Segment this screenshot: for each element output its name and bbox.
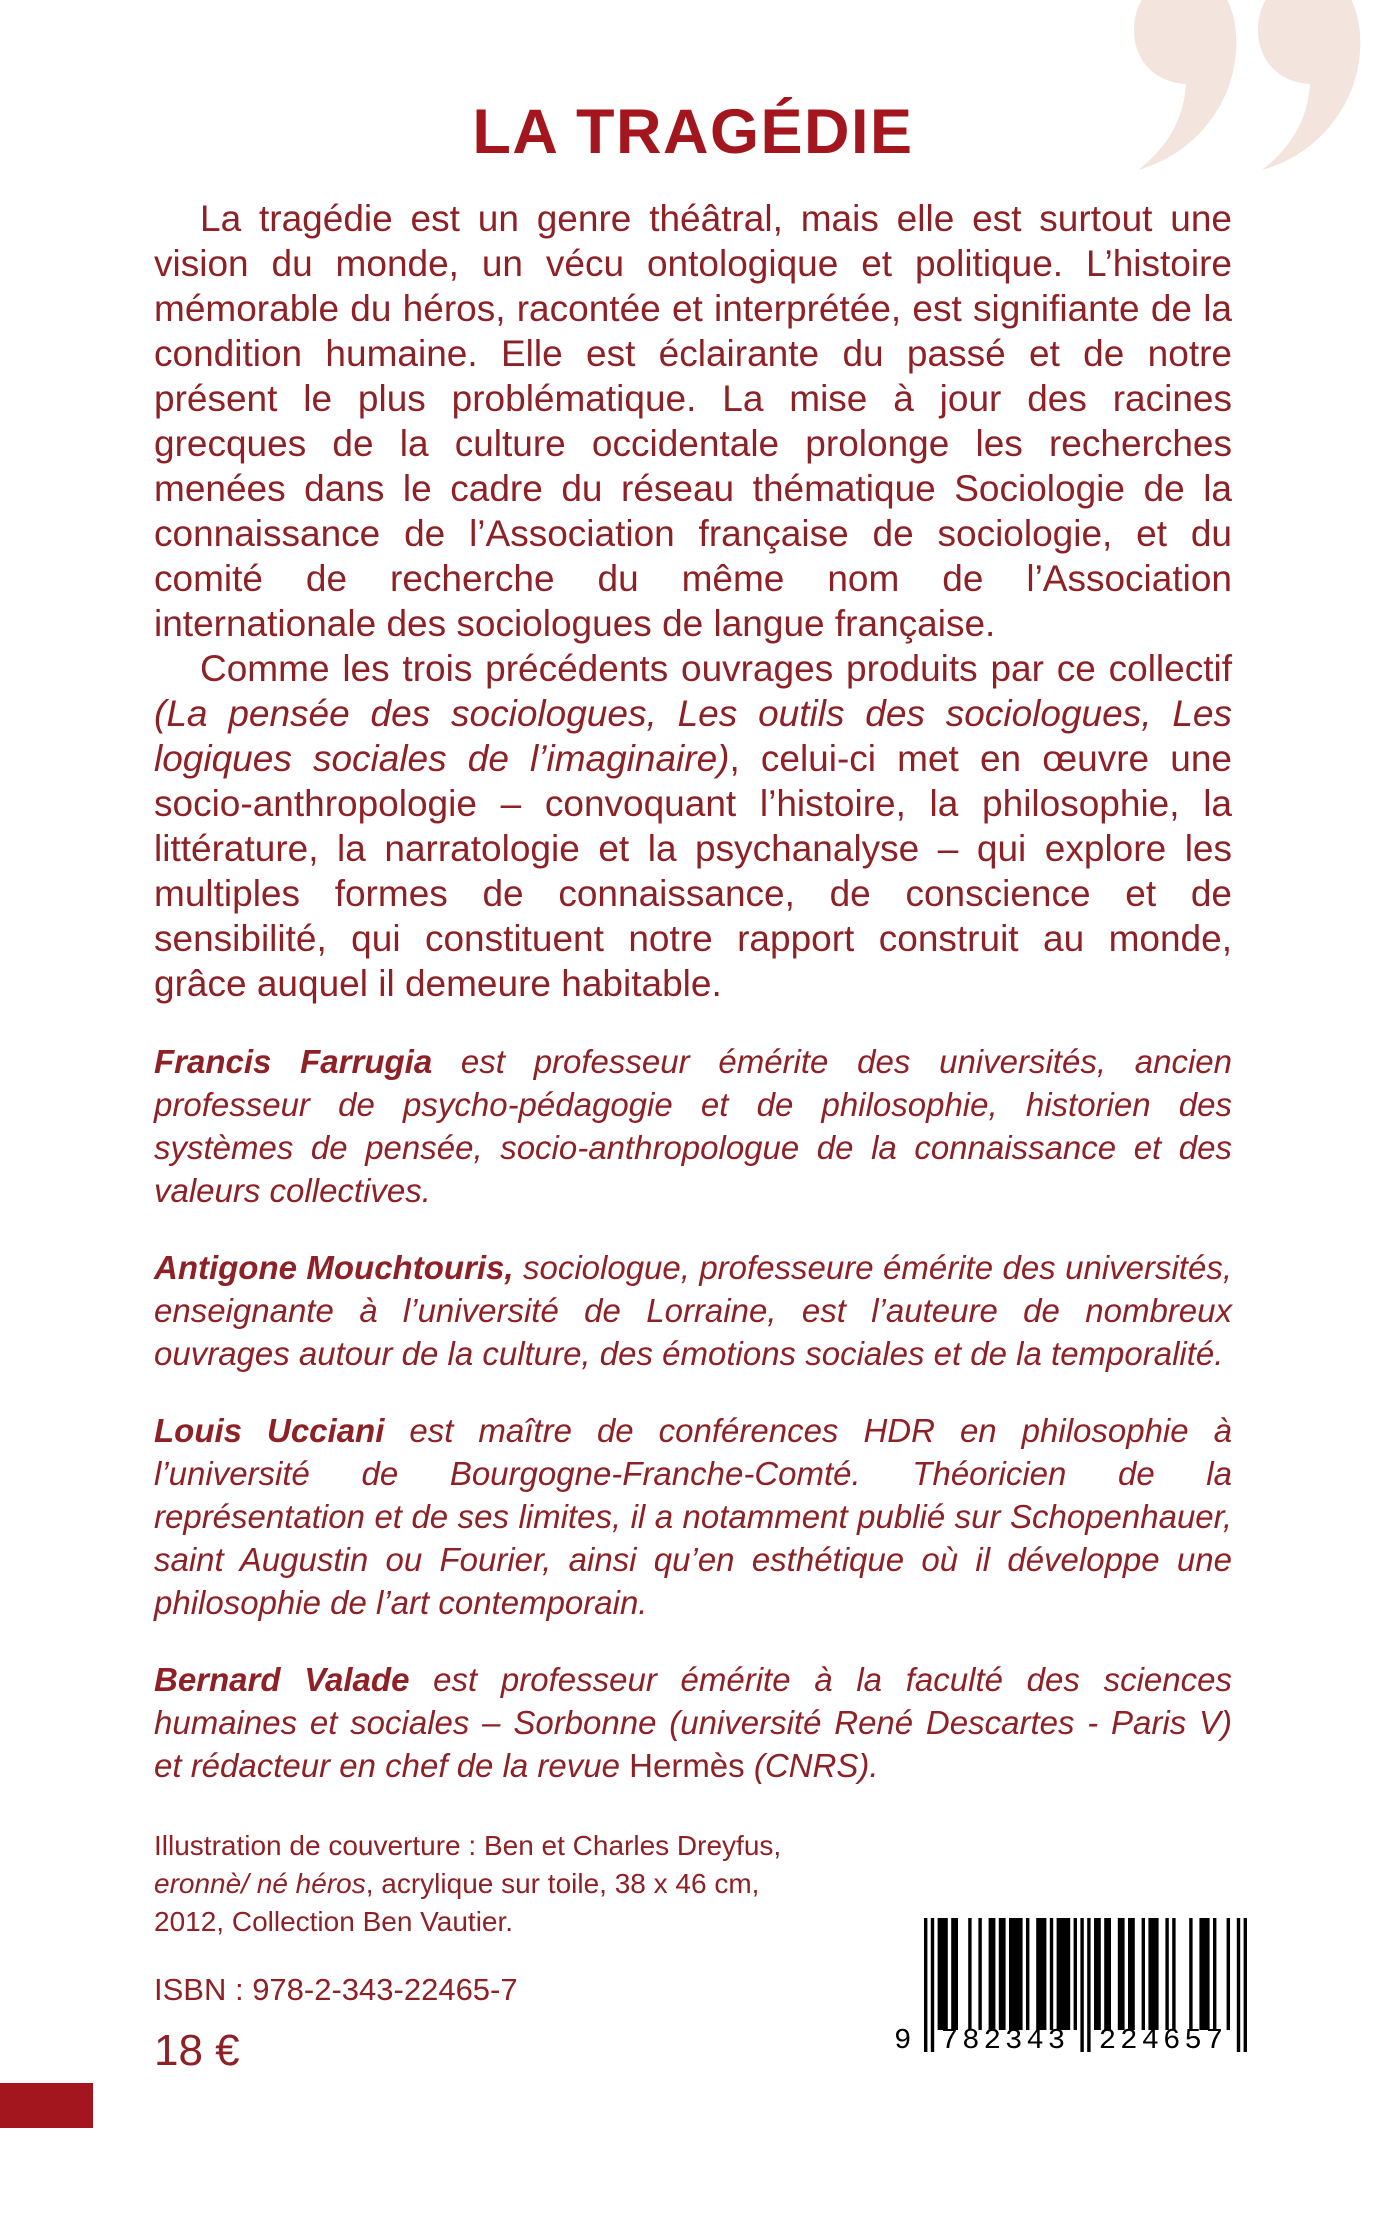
author-bio bbox=[154, 1658, 1232, 1787]
bio-text: est professeur émérite à la faculté des sciences humaines et sociales – Sorbonne (université René Descartes - Paris V) et rédacteur en chef de la revue Hermès (CNRS). bbox=[154, 1661, 1232, 1784]
credit-line: eronnè/ né héros, acrylique sur toile, 38 x 46 cm, bbox=[154, 1868, 760, 1899]
synopsis-paragraph-2: Comme les trois précédents ouvrages produits par ce collectif (La pensée des sociologues, Les outils des sociologues, Les logiques sociales de l’imaginaire), celui-ci met en œuvre une socio-anthropologie – convoquant l’histoire, la philosophie, la littérature, la narratologie et la psychanalyse – qui explore les multiples formes de connaissance, de conscience et de sensibilité, qui constituent notre rapport construit au monde, grâce auquel il demeure habitable. bbox=[154, 648, 1232, 1004]
barcode-digits-right: 224657 bbox=[1098, 2024, 1228, 2057]
credit-line: Illustration de couverture : Ben et Charles Dreyfus, bbox=[154, 1830, 782, 1861]
back-cover-text bbox=[154, 196, 1232, 2077]
barcode-digit-first: 9 bbox=[894, 2024, 912, 2057]
credit-line: 2012, Collection Ben Vautier. bbox=[154, 1906, 514, 1937]
isbn-text: ISBN : 978-2-343-22465-7 bbox=[154, 1972, 518, 2007]
bio-text: est professeur émérite des universités, ancien professeur de psycho-pédagogie et de philosophie, historien des systèmes de pensée, socio-anthropologue de la connaissance et des valeurs collectives. bbox=[154, 1043, 1232, 1209]
price-text: 18 € bbox=[154, 2026, 240, 2075]
author-name: Antigone Mouchtouris, bbox=[154, 1249, 514, 1286]
bio-text: est maître de conférences HDR en philosophie à l’université de Bourgogne-Franche-Comté. Théoricien de la représentation et de ses limites, il a notamment publié sur Schopenhauer, saint Augustin ou Fourier, ainsi qu’en esthétique où il développe une philosophie de l’art contemporain. bbox=[154, 1412, 1232, 1621]
synopsis-paragraph-1: La tragédie est un genre théâtral, mais elle est surtout une vision du monde, un vécu ontologique et politique. L’histoire mémorable du héros, racontée et interprétée, est signifiante de la condition humaine. Elle est éclairante du passé et de notre présent le plus problématique. La mise à jour des racines grecques de la culture occidentale prolonge les recherches menées dans le cadre du réseau thématique Sociologie de la connaissance de l’Association française de sociologie, et du comité de recherche du même nom de l’Association internationale des sociologues de langue française. bbox=[154, 198, 1232, 644]
author-name: Francis Farrugia bbox=[154, 1043, 433, 1080]
accent-bar bbox=[0, 2083, 93, 2128]
barcode bbox=[886, 1918, 1251, 2070]
author-bio bbox=[154, 1040, 1232, 1212]
author-name: Bernard Valade bbox=[154, 1661, 410, 1698]
bio-text: sociologue, professeure émérite des universités, enseignante à l’université de Lorraine, est l’auteure de nombreux ouvrages autour de la culture, des émotions sociales et de la temporalité. bbox=[154, 1249, 1232, 1372]
book-title: LA TRAGÉDIE bbox=[472, 97, 914, 167]
author-bio bbox=[154, 1409, 1232, 1624]
author-bio bbox=[154, 1246, 1232, 1375]
author-name: Louis Ucciani bbox=[154, 1412, 385, 1449]
barcode-digits-left: 782343 bbox=[940, 2024, 1070, 2057]
